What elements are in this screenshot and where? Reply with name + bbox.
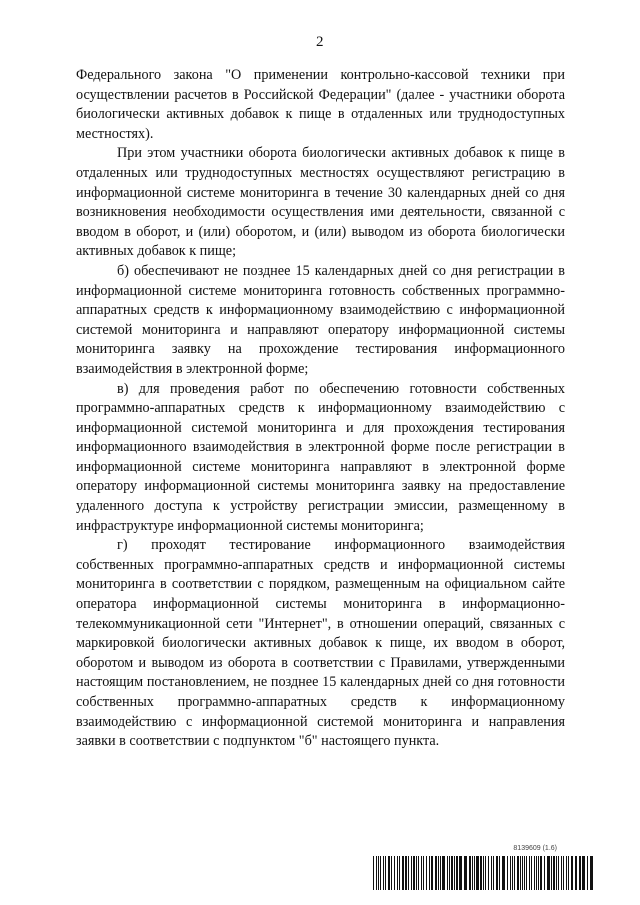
barcode-bar [438,856,439,890]
barcode-bar [464,856,467,890]
barcode-bar [383,856,384,890]
barcode-bar [582,856,585,890]
barcode-bar [540,856,542,890]
barcode-bar [563,856,564,890]
barcode-bar [413,856,415,890]
barcode-bar [456,856,458,890]
barcode-bar [402,856,404,890]
barcode-bar [378,856,379,890]
page-number: 2 [316,34,324,50]
barcode-bar [524,856,525,890]
barcode-bar [469,856,471,890]
barcode-bar [566,856,567,890]
barcode-graphic [373,856,595,890]
barcode-bar [394,856,395,890]
barcode-bar [568,856,569,890]
barcode-bar [421,856,422,890]
barcode-bar [558,856,559,890]
barcode-bar [547,856,550,890]
barcode-bar [485,856,486,890]
barcode-bar [551,856,552,890]
barcode-bar [472,856,473,890]
barcode-bar [531,856,532,890]
barcode-bar [429,856,430,890]
barcode-bar [435,856,437,890]
barcode-bar [391,856,392,890]
barcode-bar [388,856,390,890]
barcode-bar [418,856,419,890]
barcode-bar [399,856,400,890]
barcode-bar [480,856,482,890]
barcode-bar [587,856,588,890]
barcode-bar [376,856,377,890]
barcode-bar [561,856,562,890]
barcode-bar [447,856,448,890]
barcode-bar [579,856,581,890]
barcode-bar [451,856,453,890]
barcode-bar [575,856,577,890]
barcode-bar [491,856,492,890]
barcode-bar [459,856,462,890]
barcode-bar [510,856,511,890]
barcode-bar [431,856,433,890]
barcode-bar [499,856,500,890]
barcode-bar [590,856,593,890]
paragraph-registration: При этом участники оборота биологически активных добавок к пище в отдаленных или труднодоступных местностях осуществляют регистрацию в информационной системе мониторинга в течение 30 календарных дней со дня возникновения необходимости осуществления ими деятельности, связанной с вводом в оборот, и (или) оборотом, и (или) выводом из оборота биологически активных добавок к пище; [76,145,565,260]
barcode-bar [449,856,450,890]
barcode-bar [544,856,545,890]
barcode-bar [534,856,535,890]
paragraph-item-v: в) для проведения работ по обеспечению готовности собственных программно-аппаратных средств к информационному взаимодействию с информационной системой мониторинга и для прохождения тестирования информационного взаимодействия в электронной форме после регистрации в информационной системе мониторинга направляют в электронной форме оператору информационной системы мониторинга заявку на предоставление удаленного доступа к устройству регистрации эмиссии, размещенному в инфраструктуре информационной системы мониторинга; [76,380,565,534]
barcode-bar [529,856,530,890]
barcode-bar [442,856,445,890]
barcode-bar [556,856,557,890]
barcode-bar [488,856,489,890]
barcode-caption: 8139609 (1.6) [513,845,557,852]
barcode-bar [538,856,539,890]
barcode-bar [496,856,498,890]
barcode-bar [373,856,374,890]
barcode-bar [526,856,527,890]
barcode-bar [411,856,412,890]
barcode-bar [380,856,381,890]
barcode-bar [512,856,513,890]
document-body [76,66,565,752]
barcode-bar [522,856,523,890]
barcode-bar [517,856,519,890]
barcode-bar [397,856,398,890]
barcode-bar [502,856,505,890]
barcode-bar [426,856,427,890]
barcode-bar [507,856,508,890]
barcode-bar [514,856,515,890]
barcode-bar [405,856,407,890]
barcode-bar [474,856,475,890]
barcode-bar [536,856,537,890]
barcode-bar [553,856,555,890]
barcode-bar [454,856,455,890]
barcode-bar [408,856,409,890]
barcode-bar [423,856,424,890]
paragraph-item-g: г) проходят тестирование информационного взаимодействия собственных программно-аппаратных средств и информационной системы мониторинга в соответствии с порядком, размещенным на официальном сайте оператора информационной системы мониторинга в информационно-телекоммуникационной сети "Интернет", в отношении операций, связанных с маркировкой биологически активных добавок к пище, их вводом в оборот, оборотом и выводом из оборота в соответствии с Правилами, утвержденными настоящим постановлением, не позднее 15 календарных дней со дня готовности собственных программно-аппаратных средств к информационному взаимодействию с информационной системой мониторинга и направления заявки в соответствии с подпунктом "б" настоящего пункта. [76,537,565,750]
paragraph-continuation: Федерального закона "О применении контрольно-кассовой техники при осуществлении расчетов в Российской Федерации" (далее - участники оборота биологически активных добавок к пище в отдаленных или труднодоступных местностях). [76,67,565,142]
paragraph-item-b: б) обеспечивают не позднее 15 календарных дней со дня регистрации в информационной системе мониторинга готовность собственных программно-аппаратных средств к информационному взаимодействию с информационной системой мониторинга и направляют оператору информационной системы мониторинга заявку на прохождение тестирования информационного взаимодействия в электронной форме; [76,262,565,377]
barcode-bar [476,856,479,890]
barcode-bar [385,856,386,890]
barcode-bar [416,856,417,890]
barcode-bar [520,856,521,890]
document-barcode [373,845,595,891]
barcode-bar [440,856,441,890]
barcode-bar [571,856,573,890]
barcode-bar [493,856,494,890]
barcode-bar [483,856,484,890]
